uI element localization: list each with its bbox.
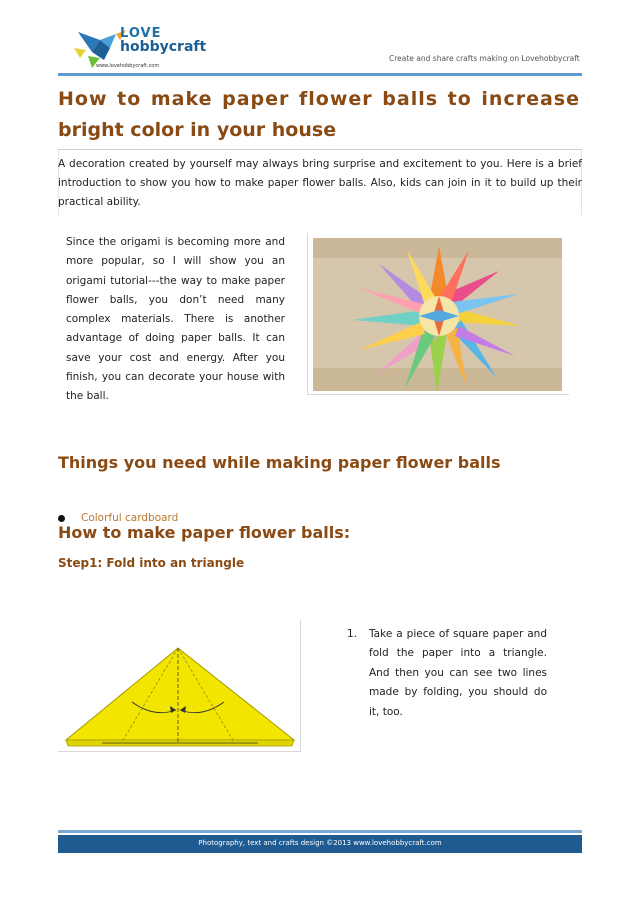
step1-heading: Step1: Fold into an triangle	[58, 556, 245, 570]
bullet-dot-icon	[58, 515, 65, 522]
logo-text-love: LOVE	[120, 26, 162, 41]
things-heading: Things you need while making paper flower balls	[58, 453, 501, 472]
material-link-colorful-cardboard[interactable]: Colorful cardboard	[81, 512, 179, 524]
logo-url: www.lovehobbycraft.com	[96, 63, 160, 69]
logo-text-hobbycraft: hobbycraft	[120, 39, 207, 55]
page-title	[58, 84, 580, 146]
intro-paragraph: A decoration created by yourself may always bring surprise and excitement to you. Here is a brief introduction to show you how to make paper flower balls. Also, kids can join in it to build up their practical ability.	[58, 158, 582, 208]
footer-copyright: Photography, text and crafts design ©2013 www.lovehobbycraft.com	[198, 839, 442, 847]
step1-figure	[62, 624, 298, 749]
folded-triangle-image	[62, 624, 298, 749]
page-title-line-1: How to make paper flower balls to increase	[58, 88, 580, 110]
page-footer	[58, 830, 582, 853]
paper-flower-ball-image	[313, 238, 562, 391]
step1-instruction	[347, 625, 547, 722]
origami-paragraph: Since the origami is becoming more and more popular, so I will show you an origami tutorial---the way to make paper flower balls, you don’t need many complex materials. There is another advantage of doing paper balls. It can save your cost and energy. After you finish, you can decorate your house with the ball.	[66, 236, 285, 403]
header-tagline: Create and share crafts making on Lovehobbycraft	[389, 54, 580, 63]
step1-number: 1.	[347, 628, 358, 640]
page-title-line-2: bright color in your house	[58, 119, 337, 141]
howto-heading: How to make paper flower balls:	[58, 523, 351, 542]
site-logo[interactable]	[70, 22, 220, 76]
flower-ball-photo	[313, 238, 562, 391]
footer-divider	[58, 830, 582, 833]
header-divider	[58, 73, 582, 76]
step1-text: Take a piece of square paper and fold the paper into a triangle. And then you can see two lines made by folding, you should do it, too.	[369, 628, 547, 718]
page-header	[0, 0, 638, 80]
